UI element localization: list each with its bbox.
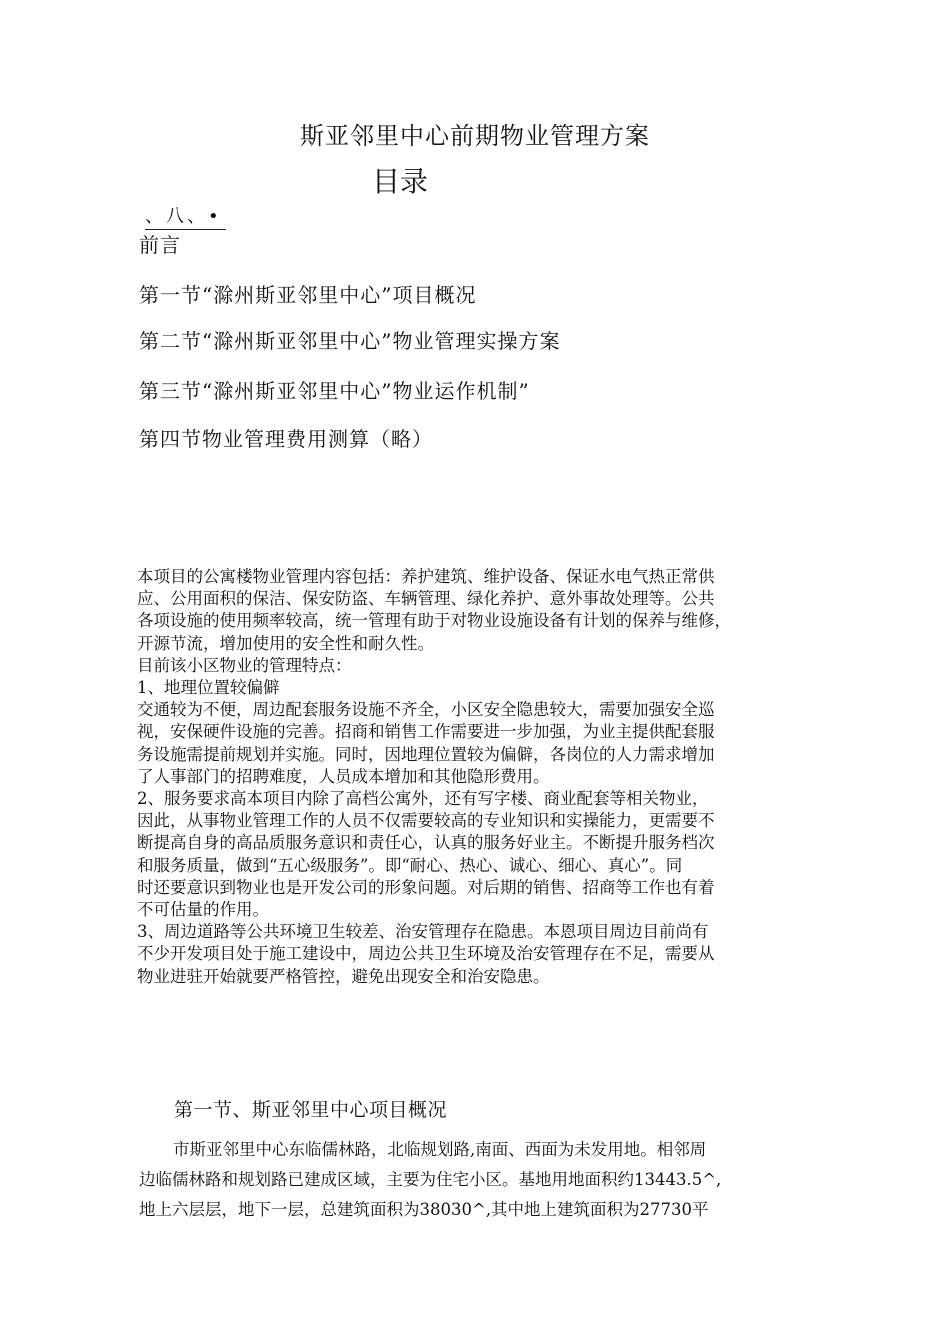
toc-item-section-4: 第四节物业管理费用测算（略） bbox=[139, 427, 433, 451]
body-line: 目前该小区物业的管理特点： bbox=[137, 655, 352, 675]
body-line: 各项设施的使用频率较高，统一管理有助于对物业设施设备有计划的保养与维修， bbox=[137, 611, 731, 631]
toc-heading: 目录 bbox=[372, 165, 429, 198]
body-line: 不可估量的作用。 bbox=[137, 900, 269, 920]
body-line: 物业进驻开始就要严格管控，避免出现安全和治安隐患。 bbox=[137, 966, 550, 986]
toc-mark: 、八、• bbox=[145, 206, 226, 230]
body-line: 务设施需提前规划并实施。同时，因地理位置较为偏僻，各岗位的人力需求增加 bbox=[137, 744, 715, 764]
body-line: 1、地理位置较偏僻 bbox=[137, 678, 280, 698]
body-line: 2、服务要求高本项目内除了高档公寓外，还有写字楼、商业配套等相关物业， bbox=[137, 789, 709, 809]
body-line: 应、公用面积的保洁、保安防盗、车辆管理、绿化养护、意外事故处理等。公共 bbox=[137, 589, 715, 609]
document-title: 斯亚邻里中心前期物业管理方案 bbox=[300, 122, 650, 150]
overview-text bbox=[139, 1135, 819, 1225]
body-line: 视，安保硬件设施的完善。招商和销售工作需要进一步加强，为业主提供配套服 bbox=[137, 722, 715, 742]
body-line: 因此，从事物业管理工作的人员不仅需要较高的专业知识和实操能力，更需要不 bbox=[137, 811, 715, 831]
section-heading: 第一节、斯亚邻里中心项目概况 bbox=[174, 1099, 448, 1121]
overview-line: 市斯亚邻里中心东临儒林路，北临规划路,南面、西面为未发用地。相邻周 bbox=[173, 1140, 707, 1159]
overview-line: 边临儒林路和规划路已建成区域，主要为住宅小区。基地用地面积约13443.5^, bbox=[139, 1170, 722, 1189]
body-line: 和服务质量，做到“五心级服务”。即“耐心、热心、诚心、细心、真心”。同 bbox=[137, 855, 683, 875]
body-line: 开源节流，增加使用的安全性和耐久性。 bbox=[137, 633, 434, 653]
body-line: 不少开发项目处于施工建设中，周边公共卫生环境及治安管理存在不足，需要从 bbox=[137, 944, 715, 964]
body-line: 了人事部门的招聘难度，人员成本增加和其他隐形费用。 bbox=[137, 766, 550, 786]
toc-item-section-1: 第一节“滁州斯亚邻里中心”项目概况 bbox=[139, 283, 477, 307]
body-text bbox=[137, 566, 827, 988]
toc-item-section-3: 第三节“滁州斯亚邻里中心”物业运作机制” bbox=[139, 379, 530, 403]
body-line: 3、周边道路等公共环境卫生较差、治安管理存在隐患。本恩项目周边目前尚有 bbox=[137, 922, 709, 942]
toc-item-section-2: 第二节“滁州斯亚邻里中心”物业管理实操方案 bbox=[139, 329, 561, 353]
body-line: 交通较为不便，周边配套服务设施不齐全，小区安全隐患较大，需要加强安全巡 bbox=[137, 700, 715, 720]
body-line: 断提高自身的高品质服务意识和责任心，认真的服务好业主。不断提升服务档次 bbox=[137, 833, 715, 853]
body-line: 本项目的公寓楼物业管理内容包括：养护建筑、维护设备、保证水电气热正常供 bbox=[137, 567, 715, 586]
toc-item-preface: 前言 bbox=[139, 233, 181, 257]
overview-line: 地上六层层，地下一层，总建筑面积为38030^,其中地上建筑面积为27730平 bbox=[139, 1200, 709, 1219]
body-line: 时还要意识到物业也是开发公司的形象问题。对后期的销售、招商等工作也有着 bbox=[137, 877, 715, 897]
